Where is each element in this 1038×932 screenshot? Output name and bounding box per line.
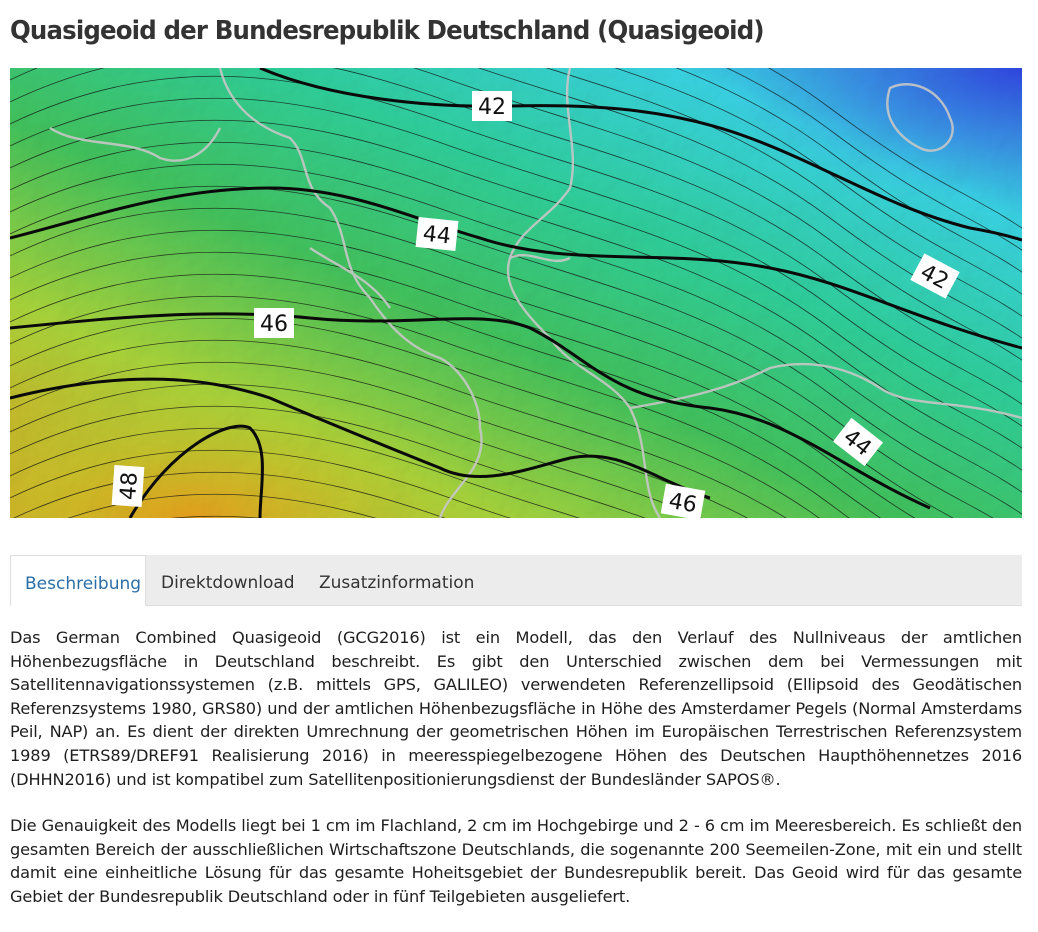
accuracy-paragraph: Die Genauigkeit des Modells liegt bei 1 cm im Flachland, 2 cm im Hochgebirge und 2 - 6 cm im Meeresbereich. Es schließt den gesamten Bereich der ausschließlichen Wirtschaftszone Deutschlands, die sogenannte 200 Seemeilen-Zone, mit ein und stellt damit eine einheitliche Lösung für das gesamte Hoheitsgebiet der Bundesrepublik bereit. Das Geoid wird für das gesamte Gebiet der Bundesrepublik Deutschland oder in fünf Teilgebieten ausgeliefert.: [10, 816, 1022, 906]
contour-label-text: 46: [260, 312, 288, 337]
page-title: Quasigeoid der Bundesrepublik Deutschland (Quasigeoid): [10, 16, 764, 46]
contour-label-text: 42: [916, 259, 953, 295]
contour-label: [112, 465, 145, 507]
contour-label-text: 44: [421, 221, 453, 250]
contour-label: [254, 308, 294, 338]
map-graphic: [10, 68, 1022, 518]
tab-content-beschreibung: [10, 626, 1022, 932]
tab-bar: [10, 555, 1022, 606]
contour-label-text: 48: [116, 471, 143, 501]
quasigeoid-map: [10, 68, 1022, 518]
tab-direktdownload[interactable]: Direktdownload: [161, 573, 295, 593]
contour-label-text: 42: [478, 95, 506, 120]
tab-zusatzinformation[interactable]: Zusatzinformation: [319, 573, 475, 593]
contour-label-text: 46: [666, 488, 699, 518]
contour-label: [472, 91, 512, 121]
tab-beschreibung[interactable]: Beschreibung: [10, 555, 146, 606]
contour-label-text: 44: [838, 424, 876, 462]
contour-label: [416, 217, 459, 251]
description-paragraph: Das German Combined Quasigeoid (GCG2016) ist ein Modell, das den Verlauf des Nullniveaus der amtlichen Höhenbezugsfläche in Deutschland beschreibt. Es gibt den Unterschied zwischen dem bei Vermessungen mit Satellitennavigationssystemen (z.B. mittels GPS, GALILEO) verwendeten Referenzellipsoid (Ellipsoid des Geodätischen Referenzsystems 1980, GRS80) und der amtlichen Höhenbezugsfläche in Höhe des Amsterdamer Pegels (Normal Amsterdams Peil, NAP) an. Es dient der direkten Umrechnung der geometrischen Höhen im Europäischen Terrestrischen Referenzsystem 1989 (ETRS89/DREF91 Realisierung 2016) in meeresspiegelbezogene Höhen des Deutschen Haupthöhennetzes 2016 (DHHN2016) und ist kompatibel zum Satellitenpositionierungsdienst der Bundesländer SAPOS®.: [10, 628, 1022, 789]
